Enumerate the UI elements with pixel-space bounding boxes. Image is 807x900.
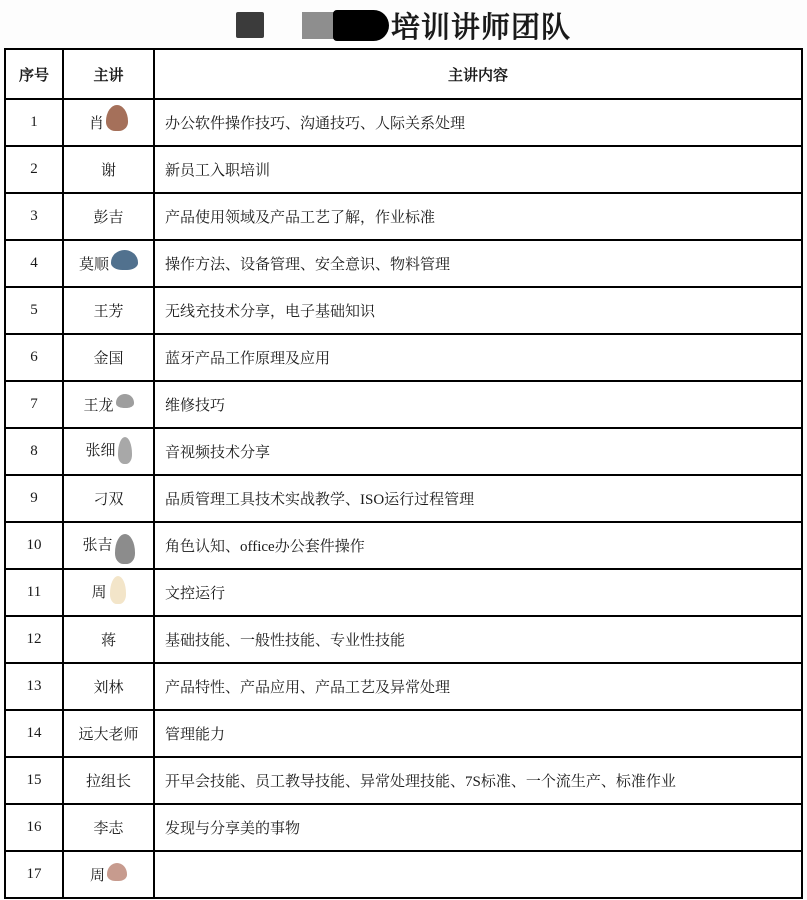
lecturer-name-text: 周	[91, 584, 107, 601]
lecturer-name-cell	[63, 616, 154, 663]
redaction-blob	[111, 250, 138, 270]
redaction-box-1	[236, 12, 264, 38]
table-row	[5, 710, 802, 757]
lecturer-name-cell	[63, 381, 154, 428]
row-number-cell: 17	[5, 851, 63, 898]
lecturer-name-text: 刘林	[93, 680, 124, 696]
content-cell: 维修技巧	[154, 381, 802, 428]
table-row	[5, 146, 802, 193]
table-row	[5, 334, 802, 381]
table-row	[5, 240, 802, 287]
lecturer-table	[4, 48, 803, 899]
lecturer-name-text: 莫顺	[78, 257, 109, 273]
header-content: 主讲内容	[154, 49, 802, 99]
table-row	[5, 757, 802, 804]
lecturer-name-cell	[63, 146, 154, 193]
content-cell: 操作方法、设备管理、安全意识、物料管理	[154, 240, 802, 287]
row-number-cell: 1	[5, 99, 63, 146]
content-cell: 蓝牙产品工作原理及应用	[154, 334, 802, 381]
lecturer-name-text: 刁双	[93, 492, 124, 508]
lecturer-name-cell	[63, 193, 154, 240]
table-row	[5, 663, 802, 710]
row-number-cell: 15	[5, 757, 63, 804]
table-row	[5, 99, 802, 146]
redaction-blob	[107, 863, 127, 881]
redaction-box-3	[333, 10, 389, 41]
content-cell: 开早会技能、员工教导技能、异常处理技能、7S标准、一个流生产、标准作业	[154, 757, 802, 804]
lecturer-name-cell	[63, 334, 154, 381]
content-cell: 无线充技术分享，电子基础知识	[154, 287, 802, 334]
lecturer-name-cell	[63, 287, 154, 334]
row-number-cell: 11	[5, 569, 63, 616]
lecturer-name-text: 李志	[93, 821, 124, 837]
content-cell: 音视频技术分享	[154, 428, 802, 475]
redaction-blob	[110, 576, 126, 604]
lecturer-name-text: 拉组长	[85, 774, 131, 790]
lecturer-name-text: 王芳	[93, 304, 124, 320]
row-number-cell: 13	[5, 663, 63, 710]
lecturer-name-text: 远大老师	[78, 727, 139, 743]
table-header-row	[5, 49, 802, 99]
content-cell: 角色认知、office办公套件操作	[154, 522, 802, 569]
lecturer-name-text: 金国	[93, 351, 124, 367]
lecturer-name-cell	[63, 99, 154, 146]
page-title-text: 培训讲师团队	[390, 11, 571, 44]
content-cell: 产品特性、产品应用、产品工艺及异常处理	[154, 663, 802, 710]
page-title	[0, 4, 807, 46]
table-body	[5, 99, 802, 898]
lecturer-name-text: 谢	[100, 163, 116, 179]
lecturer-name-cell	[63, 757, 154, 804]
row-number-cell: 10	[5, 522, 63, 569]
header-lecturer: 主讲	[63, 49, 154, 99]
table-row	[5, 381, 802, 428]
content-cell: 发现与分享美的事物	[154, 804, 802, 851]
lecturer-name-text: 王龙	[83, 398, 114, 414]
redaction-blob	[116, 394, 134, 408]
redaction-blob	[106, 105, 128, 131]
lecturer-name-cell	[63, 522, 154, 569]
content-cell	[154, 851, 802, 898]
row-number-cell: 14	[5, 710, 63, 757]
content-cell: 新员工入职培训	[154, 146, 802, 193]
lecturer-name-text: 彭吉	[93, 210, 124, 226]
row-number-cell: 6	[5, 334, 63, 381]
header-no: 序号	[5, 49, 63, 99]
table-row	[5, 287, 802, 334]
table-row	[5, 428, 802, 475]
content-cell: 产品使用领域及产品工艺了解，作业标准	[154, 193, 802, 240]
row-number-cell: 16	[5, 804, 63, 851]
lecturer-name-text: 张细	[85, 442, 116, 459]
row-number-cell: 7	[5, 381, 63, 428]
row-number-cell: 12	[5, 616, 63, 663]
row-number-cell: 5	[5, 287, 63, 334]
content-cell: 办公软件操作技巧、沟通技巧、人际关系处理	[154, 99, 802, 146]
lecturer-name-cell	[63, 569, 154, 616]
table-row	[5, 616, 802, 663]
lecturer-name-text: 周	[89, 868, 105, 884]
row-number-cell: 3	[5, 193, 63, 240]
lecturer-name-cell	[63, 710, 154, 757]
lecturer-name-cell	[63, 663, 154, 710]
lecturer-name-cell	[63, 428, 154, 475]
table-row	[5, 804, 802, 851]
content-cell: 管理能力	[154, 710, 802, 757]
row-number-cell: 2	[5, 146, 63, 193]
table-row	[5, 851, 802, 898]
table-row	[5, 475, 802, 522]
row-number-cell: 4	[5, 240, 63, 287]
lecturer-name-cell	[63, 804, 154, 851]
content-cell: 品质管理工具技术实战教学、ISO运行过程管理	[154, 475, 802, 522]
table-row	[5, 193, 802, 240]
lecturer-name-text: 蒋	[100, 633, 116, 649]
lecturer-name-text: 张吉	[82, 536, 113, 553]
row-number-cell: 9	[5, 475, 63, 522]
lecturer-name-cell	[63, 240, 154, 287]
row-number-cell: 8	[5, 428, 63, 475]
content-cell: 基础技能、一般性技能、专业性技能	[154, 616, 802, 663]
redaction-blob	[118, 437, 132, 464]
table-row	[5, 522, 802, 569]
lecturer-name-text: 肖	[88, 116, 104, 132]
content-cell: 文控运行	[154, 569, 802, 616]
lecturer-name-cell	[63, 851, 154, 898]
table-row	[5, 569, 802, 616]
redaction-blob	[115, 534, 135, 564]
redaction-box-2	[302, 12, 335, 39]
lecturer-name-cell	[63, 475, 154, 522]
